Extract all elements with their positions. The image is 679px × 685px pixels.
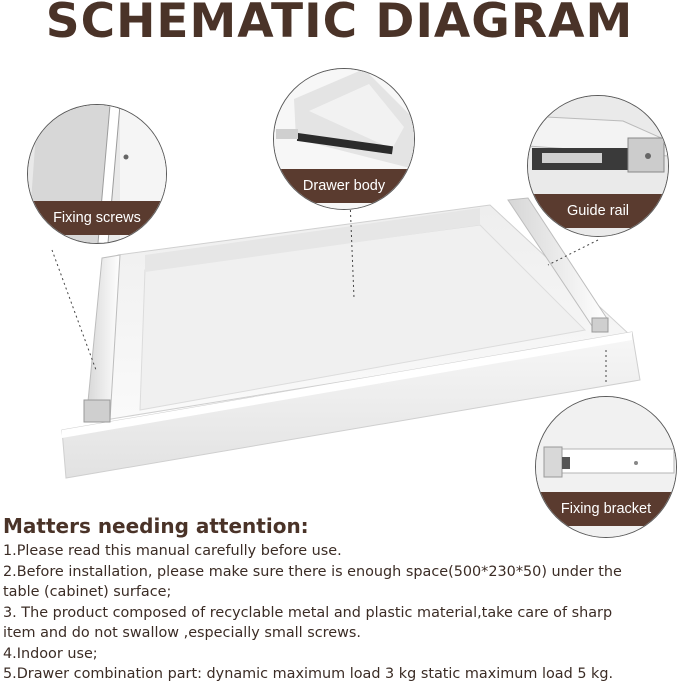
fixing-screws-callout [27,104,167,244]
note-line: 2.Before installation, please make sure there is enough space(500*230*50) under the [3,563,622,580]
note-line: item and do not swallow ,especially small screws. [3,625,361,641]
note-line: 3. The product composed of recyclable metal and plastic material,take care of sharp [3,604,613,621]
notes-heading: Matters needing attention: [3,514,309,538]
attention-notes [3,514,679,685]
note-line: 5.Drawer combination part: dynamic maximum load 3 kg static maximum load 5 kg. [3,666,614,682]
guide-rail-callout [527,95,669,237]
drawer-body-callout [273,68,415,210]
note-line: table (cabinet) surface; [3,584,172,600]
guide-rail-label: Guide rail [528,194,668,228]
fixing-screws-label: Fixing screws [28,201,166,235]
drawer-body-label: Drawer body [274,169,414,203]
note-line: 1.Please read this manual carefully before use. [3,543,342,559]
page-title: SCHEMATIC DIAGRAM [45,0,634,49]
note-line: 4.Indoor use; [3,645,98,662]
fixing-bracket-label: Fixing bracket [536,492,676,526]
